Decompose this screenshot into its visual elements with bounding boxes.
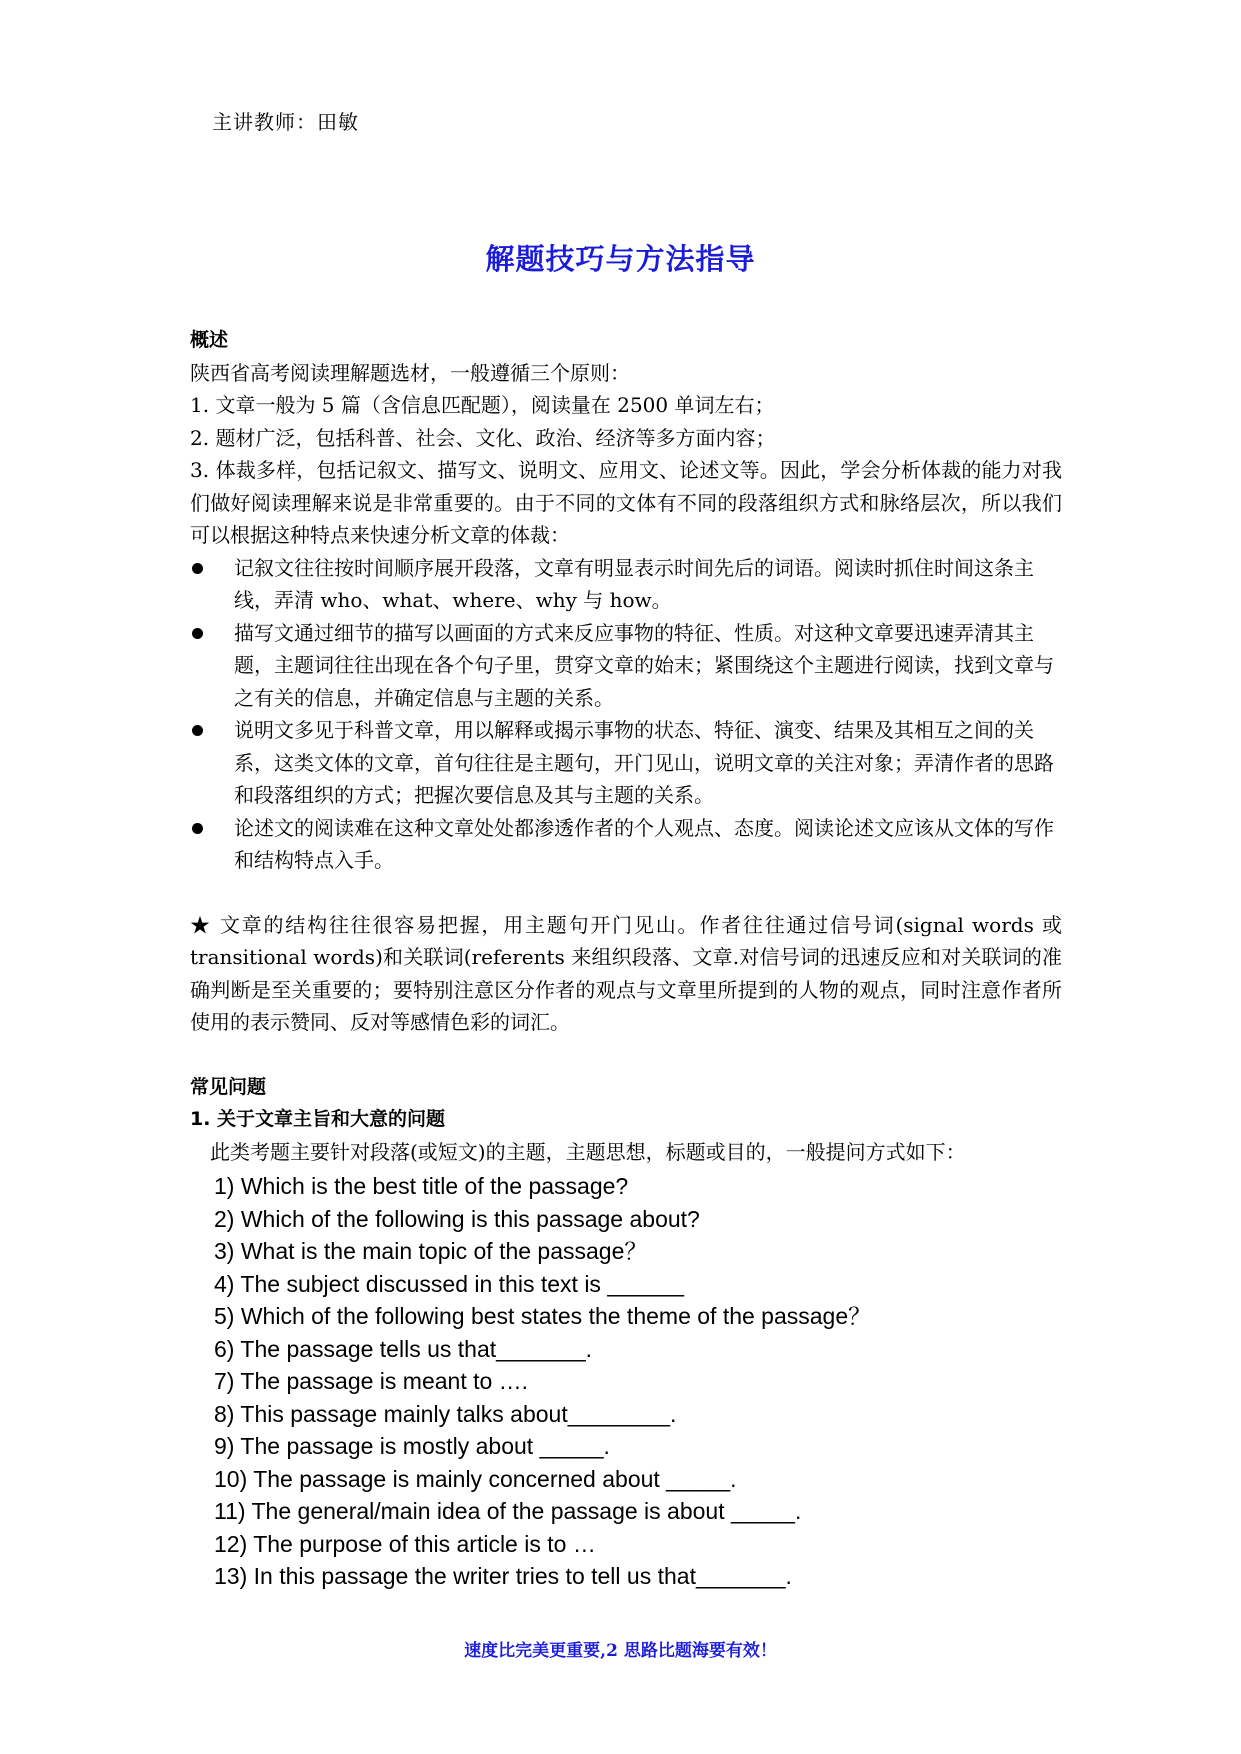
teacher-name: 主讲教师：田敏 [212,110,359,134]
main-idea-subheading: 1. 关于文章主旨和大意的问题 [190,1108,446,1130]
question-item: 11) The general/main idea of the passage is about _____. [214,1498,802,1524]
bullet-narrative [190,552,1062,617]
star-note: ★ 文章的结构往往很容易把握，用主题句开门见山。作者往往通过信号词(signal words 或 transitional words)和关联词(referents 来组织段落、文章.对信号词的迅速反应和对关联词的准确判断是至关重要的；要特别注意区分作者的观点与文章里所提到的人物的观点，同时注意作者所使用的表示赞同、反对等感情色彩的词汇。 [190,912,1062,1034]
bullet-narrative-text: 记叙文往往按时间顺序展开段落，文章有明显表示时间先后的词语。阅读时抓住时间这条主线，弄清 who、what、where、why 与 how。 [234,555,1034,612]
bullet-argumentative-text: 论述文的阅读难在这种文章处处都渗透作者的个人观点、态度。阅读论述文应该从文体的写作和结构特点入手。 [234,815,1054,872]
main-idea-description: 此类考题主要针对段落(或短文)的主题，主题思想，标题或目的，一般提问方式如下： [210,1139,966,1164]
bullet-expository [190,714,1062,812]
page-footer: 速度比完美更重要,2 思路比题海要有效！ [464,1641,777,1661]
overview-point-3: 3. 体裁多样，包括记叙文、描写文、说明文、应用文、论述文等。因此，学会分析体裁的能力对我们做好阅读理解来说是非常重要的。由于不同的文体有不同的段落组织方式和脉络层次，所以我们可以根据这种特点来快速分析文章的体裁： [190,458,1062,547]
bullet-dot-icon [192,725,203,736]
bullet-dot-icon [192,563,203,574]
overview-heading: 概述 [190,329,229,351]
bullet-argumentative [190,812,1062,877]
bullet-dot-icon [192,628,203,639]
question-item: 5) Which of the following best states the theme of the passage？ [214,1303,872,1329]
spacer [190,877,1062,909]
question-list [214,1170,1062,1593]
bullet-dot-icon [192,823,203,834]
document-title: 解题技巧与方法指导 [485,242,756,276]
overview-point-1: 1. 文章一般为 5 篇（含信息匹配题），阅读量在 2500 单词左右； [190,393,775,417]
document-body [190,324,1062,1593]
question-item: 3) What is the main topic of the passage？ [214,1238,648,1264]
question-item: 4) The subject discussed in this text is ______ [214,1270,685,1297]
bullet-descriptive-text: 描写文通过细节的描写以画面的方式来反应事物的特征、性质。对这种文章要迅速弄清其主题，主题词往往出现在各个句子里，贯穿文章的始末；紧围绕这个主题进行阅读，找到文章与之有关的信息，并确定信息与主题的关系。 [234,620,1054,710]
bullet-descriptive [190,617,1062,715]
overview-intro: 陕西省高考阅读理解题选材，一般遵循三个原则： [190,360,630,385]
genre-bullet-list [190,552,1062,877]
question-item: 9) The passage is mostly about _____. [214,1433,610,1459]
question-item: 12) The purpose of this article is to … [214,1530,596,1557]
question-item: 10) The passage is mainly concerned about _____. [214,1465,737,1492]
question-item: 8) This passage mainly talks about________. [214,1400,677,1427]
overview-point-2: 2. 题材广泛，包括科普、社会、文化、政治、经济等多方面内容； [190,425,776,450]
question-item: 6) The passage tells us that_______. [214,1335,593,1362]
question-item: 13) In this passage the writer tries to tell us that_______. [214,1563,792,1589]
question-item: 1) Which is the best title of the passage? [214,1173,629,1199]
bullet-expository-text: 说明文多见于科普文章，用以解释或揭示事物的状态、特征、演变、结果及其相互之间的关系，这类文体的文章，首句往往是主题句，开门见山，说明文章的关注对象；弄清作者的思路和段落组织的方式；把握次要信息及其与主题的关系。 [234,718,1054,807]
common-questions-heading: 常见问题 [190,1075,267,1098]
spacer [190,1039,1062,1071]
question-item: 7) The passage is meant to …. [214,1368,529,1394]
question-item: 2) Which of the following is this passage about? [214,1205,700,1232]
